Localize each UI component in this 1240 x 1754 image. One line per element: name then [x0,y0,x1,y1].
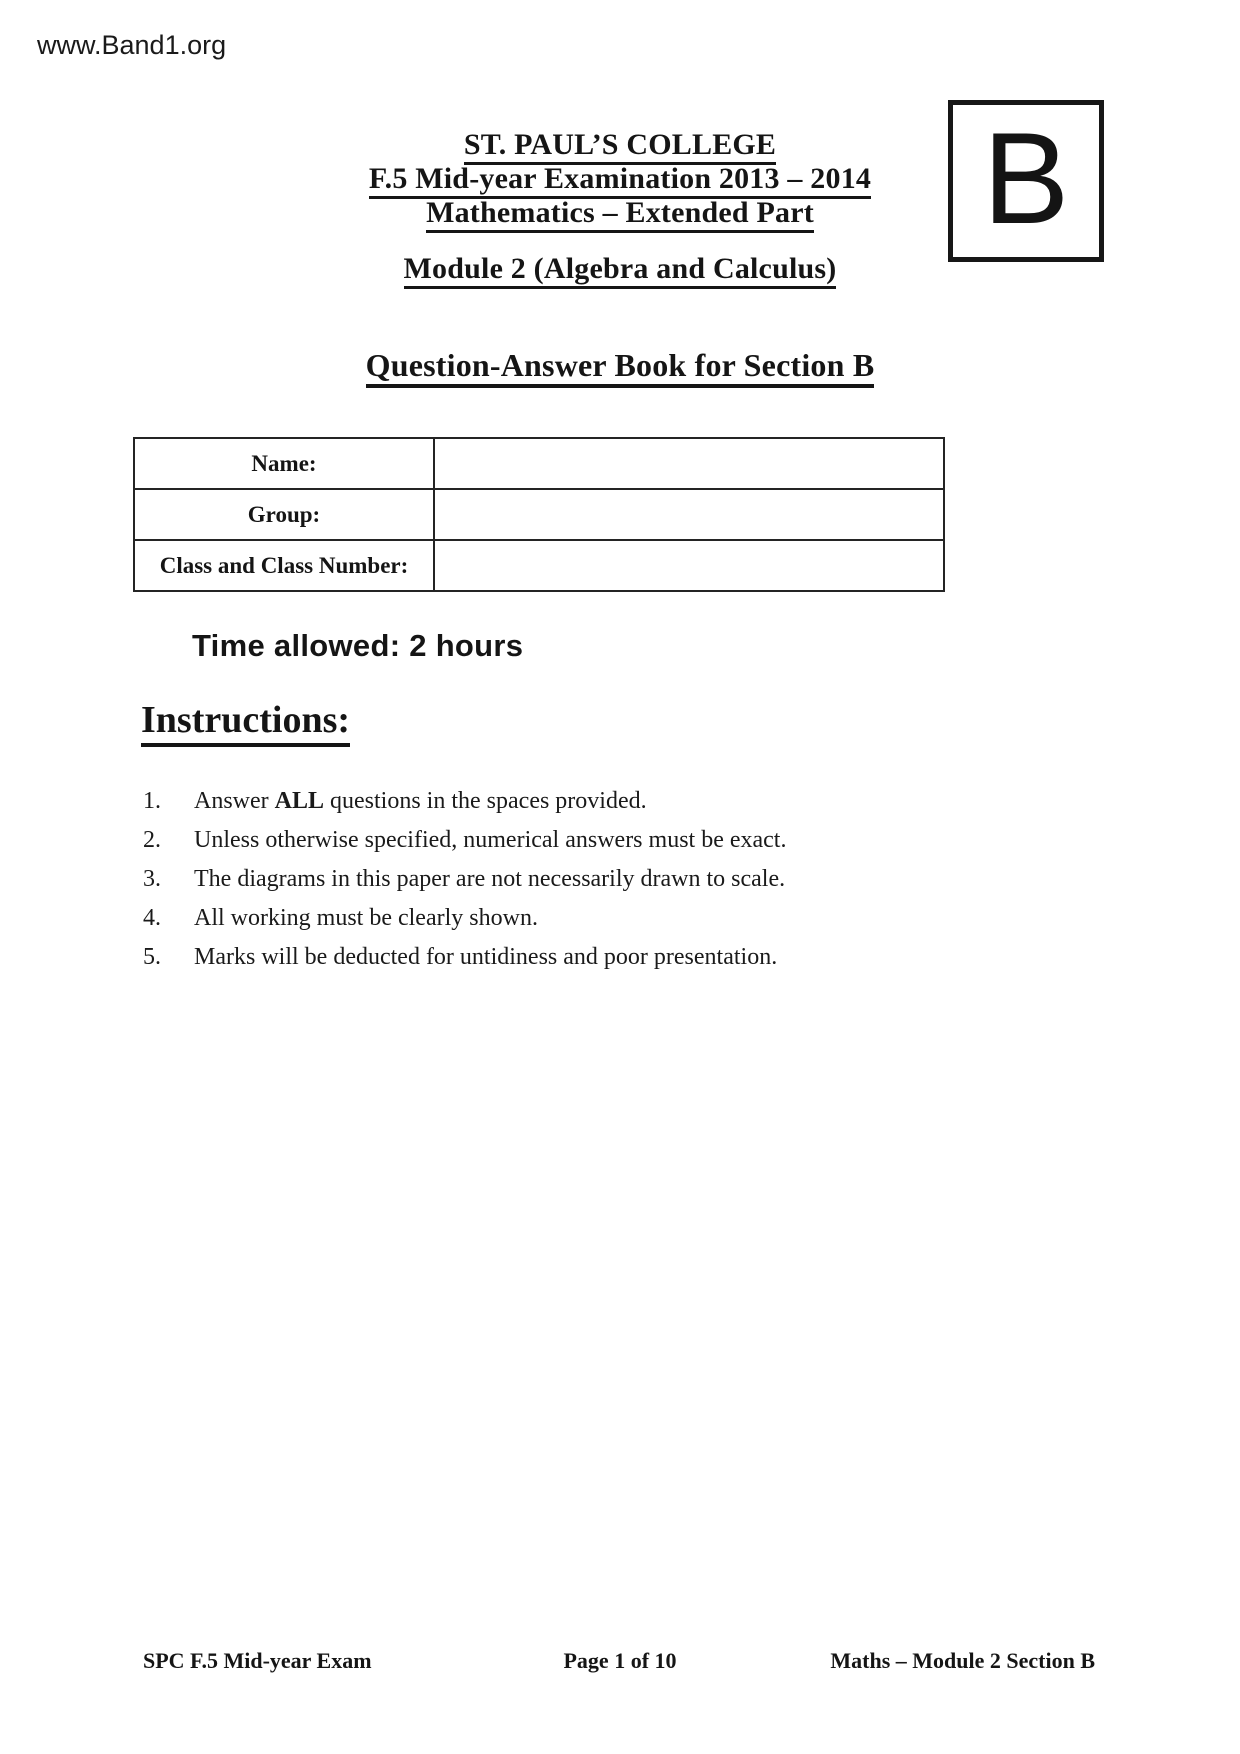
item-text: Unless otherwise specified, numerical answers must be exact. [194,827,787,853]
item-number: 2. [143,827,161,853]
footer-paper-name: Maths – Module 2 Section B [830,1648,1095,1673]
table-row-group [134,489,944,540]
instruction-item-4 [143,905,786,944]
name-fill-in-cell [434,438,944,489]
class-number-label: Class and Class Number: [134,540,434,591]
student-info-table [133,437,945,592]
module-title: Module 2 (Algebra and Calculus) [0,252,1240,286]
item-text: Marks will be deducted for untidiness and poor presentation. [194,944,778,970]
table-row-name [134,438,944,489]
exam-title: F.5 Mid-year Examination 2013 – 2014 [0,162,1240,196]
item-text: All working must be clearly shown. [194,905,538,931]
instructions-heading: Instructions: [141,698,350,742]
item-number: 4. [143,905,161,931]
item-number: 3. [143,866,161,892]
class-number-fill-in-cell [434,540,944,591]
watermark-url: www.Band1.org [37,30,227,60]
subject-title: Mathematics – Extended Part [0,196,1240,230]
item-text: The diagrams in this paper are not necessarily drawn to scale. [194,866,786,892]
group-label: Group: [134,489,434,540]
name-label: Name: [134,438,434,489]
instructions-list [143,788,786,983]
title-block [0,128,1240,385]
footer-page-number: Page 1 of 10 [563,1648,677,1673]
book-title: Question-Answer Book for Section B [0,345,1240,385]
instruction-item-2 [143,827,786,866]
item-number: 1. [143,788,161,814]
instruction-item-5 [143,944,786,983]
time-allowed-text: Time allowed: 2 hours [192,628,524,663]
instruction-item-1 [143,788,786,827]
group-fill-in-cell [434,489,944,540]
table-row-class-number [134,540,944,591]
page-footer [0,1648,1240,1678]
item-text: Answer ALL questions in the spaces provided. [194,788,647,814]
footer-exam-name: SPC F.5 Mid-year Exam [143,1648,372,1673]
item-number: 5. [143,944,161,970]
section-letter: B [982,105,1070,251]
school-name: ST. PAUL’S COLLEGE [0,128,1240,162]
instruction-item-3 [143,866,786,905]
